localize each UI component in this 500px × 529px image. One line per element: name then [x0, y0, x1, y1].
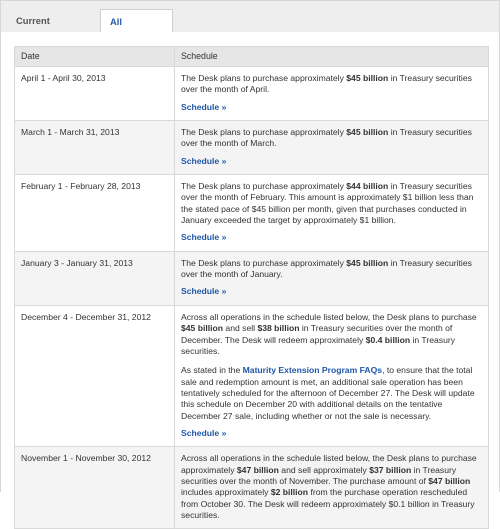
- amount: $47 billion: [428, 475, 471, 486]
- schedule-link[interactable]: Schedule »: [181, 286, 227, 297]
- schedule-text: [181, 181, 482, 226]
- faq-link[interactable]: Maturity Extension Program FAQs: [242, 365, 383, 376]
- tab-all-schedules[interactable]: All: [100, 9, 173, 35]
- schedule-text: [181, 453, 482, 521]
- row-schedule: [175, 447, 489, 529]
- row-date: February 1 - February 28, 2013: [15, 175, 175, 252]
- amount: $44 billion: [346, 181, 389, 192]
- table-row: [15, 305, 489, 446]
- text: , to ensure that the total sale and redemption amount is met, an additional sale operation has been tentatively scheduled for the afternoon of December 27. The Desk will update this schedule on December 20 with additional details on the tentative December 27 sale, including whether or not the sale is necessary.: [181, 365, 475, 421]
- amount: $2 billion: [270, 487, 309, 498]
- schedule-note: [181, 365, 482, 422]
- tab-bar: [0, 0, 500, 33]
- schedule-column-header: Schedule: [175, 47, 489, 67]
- table-row: [15, 447, 489, 529]
- text: Across all operations in the schedule listed below, the Desk plans to purchase: [181, 311, 477, 322]
- schedule-link[interactable]: Schedule »: [181, 155, 227, 166]
- schedule-text: [181, 312, 482, 357]
- text: from the purchase operation rescheduled from October 30. The Desk will redeem approximately $0.1 billion in Treasury securities.: [181, 487, 475, 520]
- amount: $0.4 billion: [365, 334, 411, 345]
- row-date: December 4 - December 31, 2012: [15, 305, 175, 446]
- text: and sell: [223, 323, 258, 334]
- text: in Treasury securities over the month of November. The purchase amount of: [181, 464, 457, 486]
- text: includes approximately: [181, 487, 271, 498]
- date-column-header: Date: [15, 47, 175, 67]
- schedule-link[interactable]: Schedule »: [181, 101, 227, 112]
- text: in Treasury securities over the month of February. This amount is approximately $1 billion less than the stated pace of $45 billion per month, given that purchases conducted in January exceeded the target by approximately $1 billion.: [181, 181, 474, 226]
- text: in Treasury securities over the month of March.: [181, 127, 472, 149]
- schedule-text: [181, 258, 482, 281]
- row-date: March 1 - March 31, 2013: [15, 121, 175, 175]
- amount: $37 billion: [369, 464, 412, 475]
- text: The Desk plans to purchase approximately: [181, 257, 347, 268]
- amount: $45 billion: [346, 127, 389, 138]
- tab-current-schedule[interactable]: Current: [16, 15, 50, 26]
- tab-panel: [0, 32, 500, 520]
- row-date: January 3 - January 31, 2013: [15, 251, 175, 305]
- text: The Desk plans to purchase approximately: [181, 127, 347, 138]
- table-row: [15, 251, 489, 305]
- text: in Treasury securities over the month of April.: [181, 73, 472, 95]
- schedule-text: [181, 73, 482, 96]
- row-date: April 1 - April 30, 2013: [15, 67, 175, 121]
- text: in Treasury securities.: [181, 334, 456, 356]
- text: and sell approximately: [278, 464, 370, 475]
- text: The Desk plans to purchase approximately: [181, 181, 347, 192]
- text: in Treasury securities over the month of January.: [181, 257, 472, 280]
- row-date: November 1 - November 30, 2012: [15, 447, 175, 529]
- schedules-table: [14, 46, 489, 529]
- row-schedule: [175, 121, 489, 175]
- amount: $45 billion: [346, 257, 389, 268]
- schedule-text: [181, 127, 482, 150]
- amount: $38 billion: [257, 323, 300, 334]
- table-row: [15, 121, 489, 175]
- row-schedule: [175, 305, 489, 446]
- schedule-link[interactable]: Schedule »: [181, 232, 227, 243]
- table-row: [15, 175, 489, 252]
- row-schedule: [175, 175, 489, 252]
- table-header-row: [15, 47, 489, 67]
- text: The Desk plans to purchase approximately: [181, 73, 347, 83]
- amount: $47 billion: [236, 464, 279, 475]
- table-row: [15, 67, 489, 121]
- text: in Treasury securities over the month of December. The Desk will redeem approximately: [181, 323, 453, 345]
- schedule-link[interactable]: Schedule »: [181, 427, 227, 438]
- row-schedule: [175, 67, 489, 121]
- row-schedule: [175, 251, 489, 305]
- text: Across all operations in the schedule listed below, the Desk plans to purchase approximately: [181, 453, 477, 475]
- amount: $45 billion: [346, 73, 389, 83]
- text: As stated in the: [181, 365, 243, 376]
- amount: $45 billion: [181, 323, 224, 334]
